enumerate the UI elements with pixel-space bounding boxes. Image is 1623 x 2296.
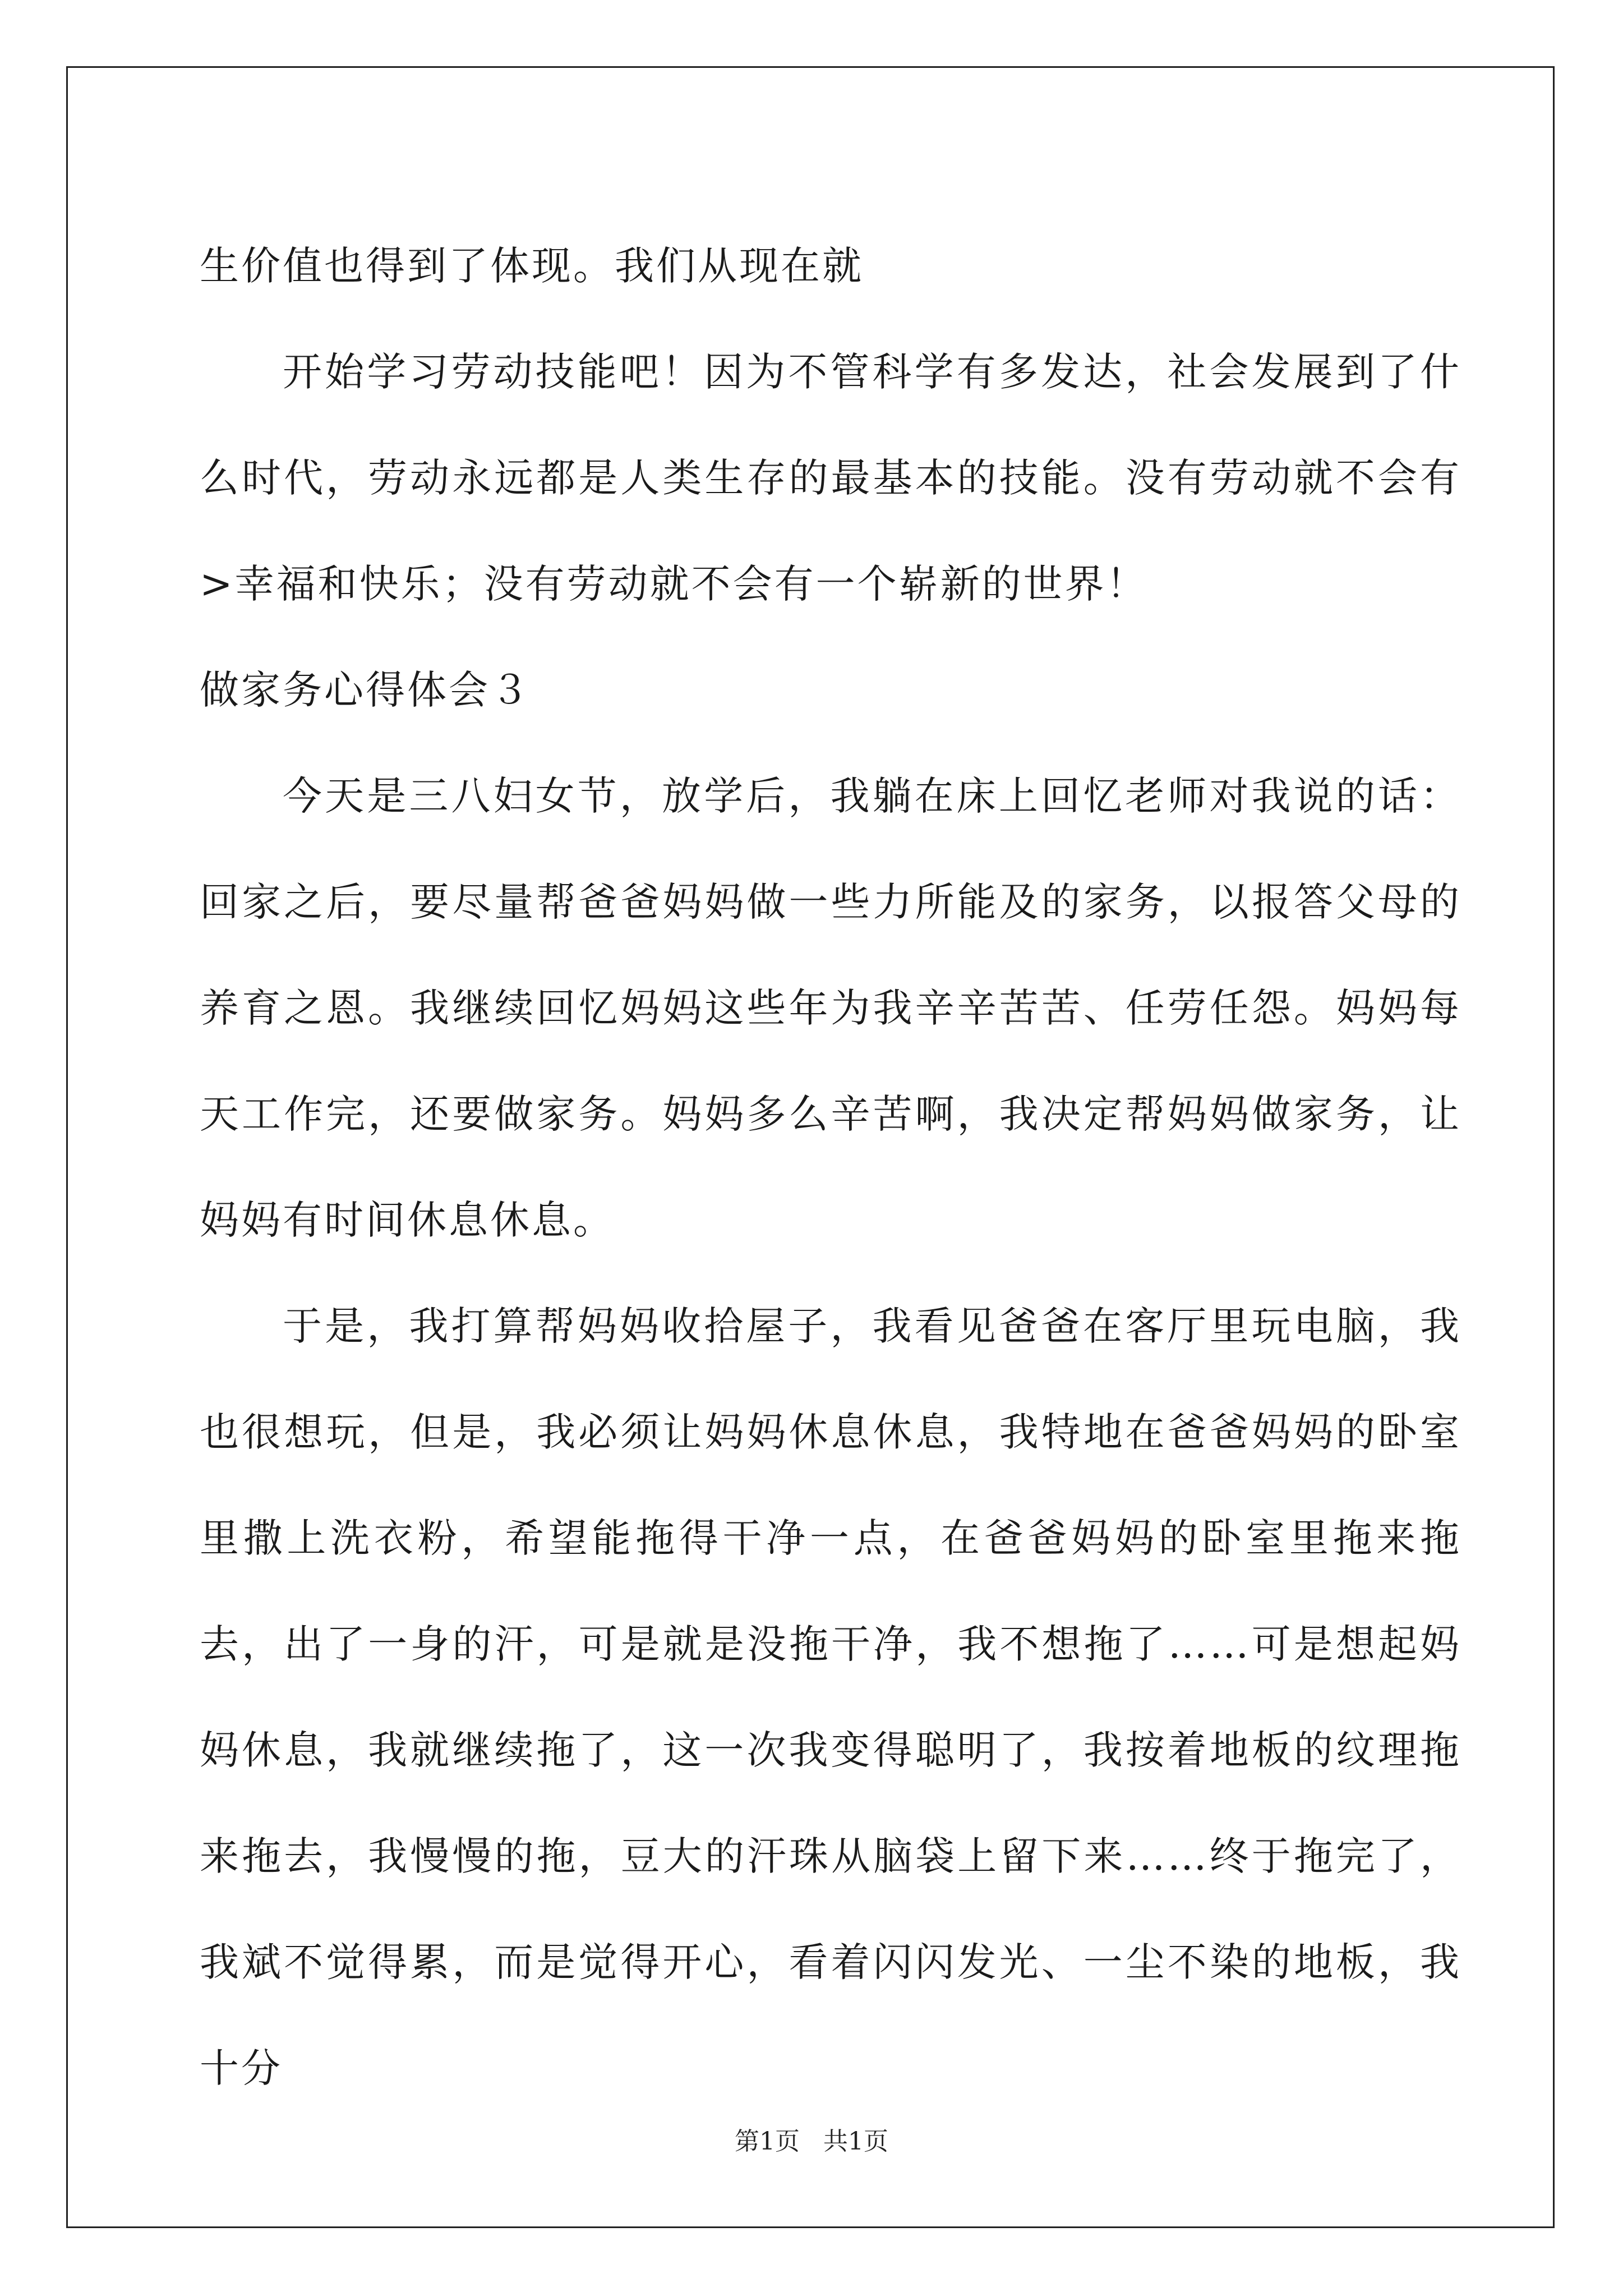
paragraph-continuation: 生价值也得到了体现。我们从现在就 [200,243,864,289]
page-number-footer: 第1页 共1页 [735,2127,888,2156]
paragraph-labor-skills: 开始学习劳动技能吧！因为不管科学有多发达，社会发展到了什么时代，劳动永远都是人类生存的最基本的技能。没有劳动就不会有>幸福和快乐；没有劳动就不会有一个崭新的世界！ [200,349,1461,607]
paragraph-womens-day: 今天是三八妇女节，放学后，我躺在床上回忆老师对我说的话：回家之后，要尽量帮爸爸妈妈做一些力所能及的家务，以报答父母的养育之恩。我继续回忆妈妈这些年为我辛辛苦苦、任劳任怨。妈妈每天工作完，还要做家务。妈妈多么辛苦啊，我决定帮妈妈做家务，让妈妈有时间休息休息。 [200,773,1461,1243]
document-body [200,213,1461,2122]
section-heading: 做家务心得体会３ [200,667,532,713]
paragraph-mopping: 于是，我打算帮妈妈收拾屋子，我看见爸爸在客厅里玩电脑，我也很想玩，但是，我必须让妈妈休息休息，我特地在爸爸妈妈的卧室里撒上洗衣粉，希望能拖得干净一点，在爸爸妈妈的卧室里拖来拖去，出了一身的汗，可是就是没拖干净，我不想拖了……可是想起妈妈休息，我就继续拖了，这一次我变得聪明了，我按着地板的纹理拖来拖去，我慢慢的拖，豆大的汗珠从脑袋上留下来……终于拖完了，我斌不觉得累，而是觉得开心，看着闪闪发光、一尘不染的地板，我十分 [200,1303,1461,2091]
